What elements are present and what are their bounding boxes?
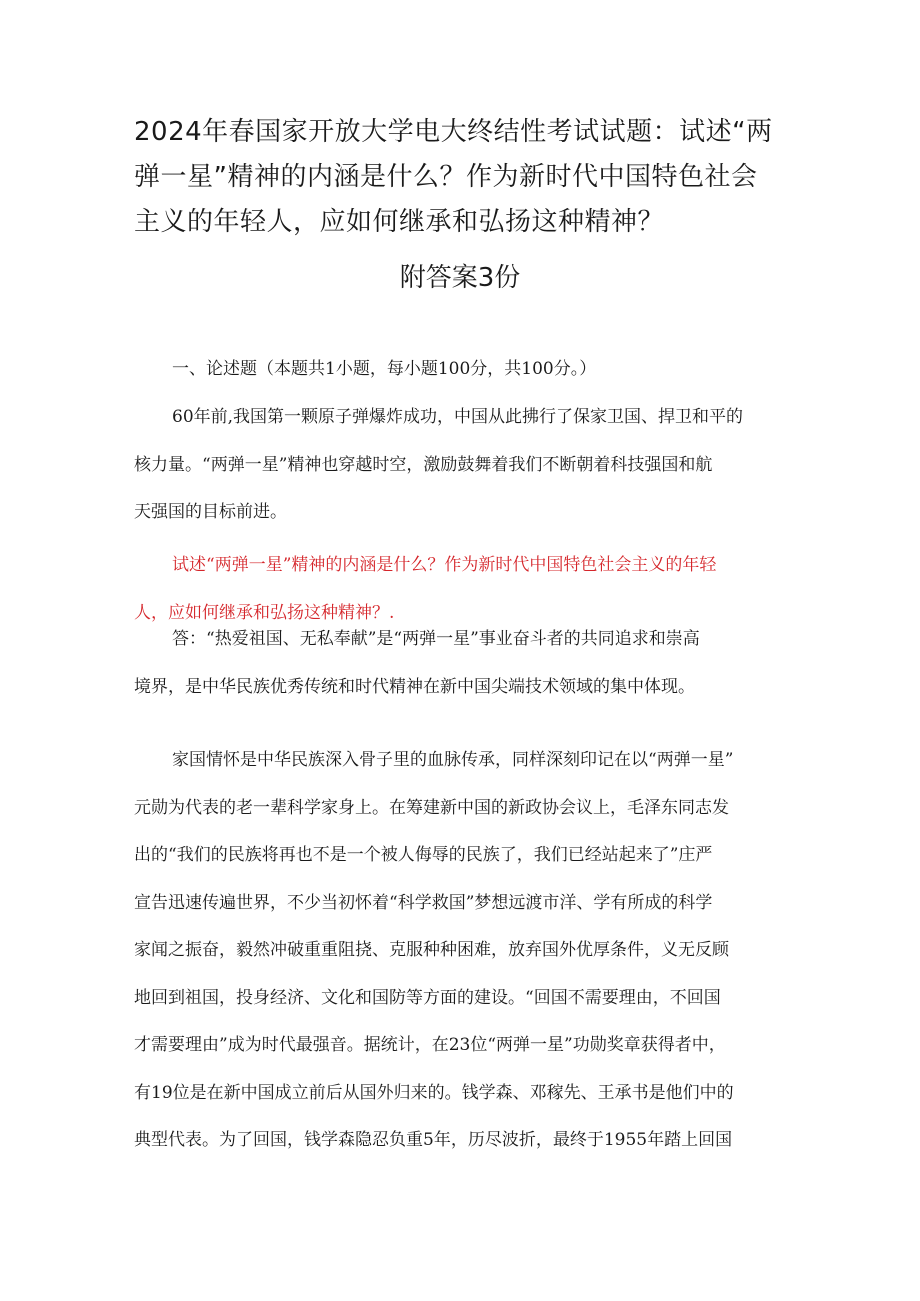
title-line: 2024年春国家开放大学电大终结性考试试题：试述“两 — [134, 117, 773, 147]
paragraph-line: 60年前,我国第一颗原子弹爆炸成功，中国从此拂行了保家卫国、捍卫和平的 — [172, 407, 744, 427]
paragraph-line: 家国情怀是中华民族深入骨子里的血脉传承，同样深刻印记在以“两弹一星” — [172, 750, 734, 770]
paragraph-line: 元勋为代表的老一辈科学家身上。在筹建新中国的新政协会议上，毛泽东同志发 — [134, 797, 729, 818]
document-title — [134, 110, 794, 245]
document-subtitle: 附答案3份 — [399, 263, 521, 293]
paragraph-line: 境界，是中华民族优秀传统和时代精神在新中国尖端技术领域的集中体现。 — [134, 676, 695, 697]
paragraph-line: 才需要理由”成为时代最强音。据统计，在23位“两弹一星”功勋奖章获得者中， — [134, 1035, 726, 1055]
paragraph-line: 人，应如何继承和弘扬这种精神？. — [134, 602, 395, 623]
paragraph-line: 有19位是在新中国成立前后从国外归来的。钱学森、邓稼先、王承书是他们中的 — [134, 1082, 734, 1103]
paragraph-line: 典型代表。为了回国，钱学森隐忍负重5年，历尽波折，最终于1955年踏上回国 — [134, 1130, 733, 1150]
paragraph-line: 出的“我们的民族将再也不是一个被人侮辱的民族了，我们已经站起来了”庄严 — [134, 845, 713, 865]
paragraph-line: 地回到祖国，投身经济、文化和国防等方面的建设。“回国不需要理由，不回国 — [134, 987, 721, 1008]
title-line: 弹一星”精神的内涵是什么？作为新时代中国特色社会 — [134, 162, 758, 192]
paragraph-line: 答：“热爱祖国、无私奉献”是“两弹一星”事业奋斗者的共同追求和崇高 — [172, 629, 700, 649]
intro-paragraph — [134, 394, 794, 537]
paragraph-line: 核力量。“两弹一星”精神也穿越时空，激励鼓舞着我们不断朝着科技强国和航 — [134, 454, 713, 475]
section-heading: 一、论述题（本题共1小题，每小题100分，共100分。） — [172, 359, 597, 379]
paragraph-line: 家闻之振奋，毅然冲破重重阻挠、克服种种困难，放弃国外优厚条件，义无反顾 — [134, 940, 729, 960]
paragraph-line: 宣告迅速传遍世界，不少当初怀着“科学救国”梦想远渡市洋、学有所成的科学 — [134, 892, 713, 913]
answer-paragraph — [134, 616, 794, 711]
title-line: 主义的年轻人，应如何继承和弘扬这种精神？ — [134, 207, 665, 237]
paragraph-line: 试述“两弹一星”精神的内涵是什么？作为新时代中国特色社会主义的年轻 — [172, 555, 717, 575]
paragraph-line: 天强国的目标前进。 — [134, 502, 287, 522]
body-paragraph — [134, 737, 794, 1165]
